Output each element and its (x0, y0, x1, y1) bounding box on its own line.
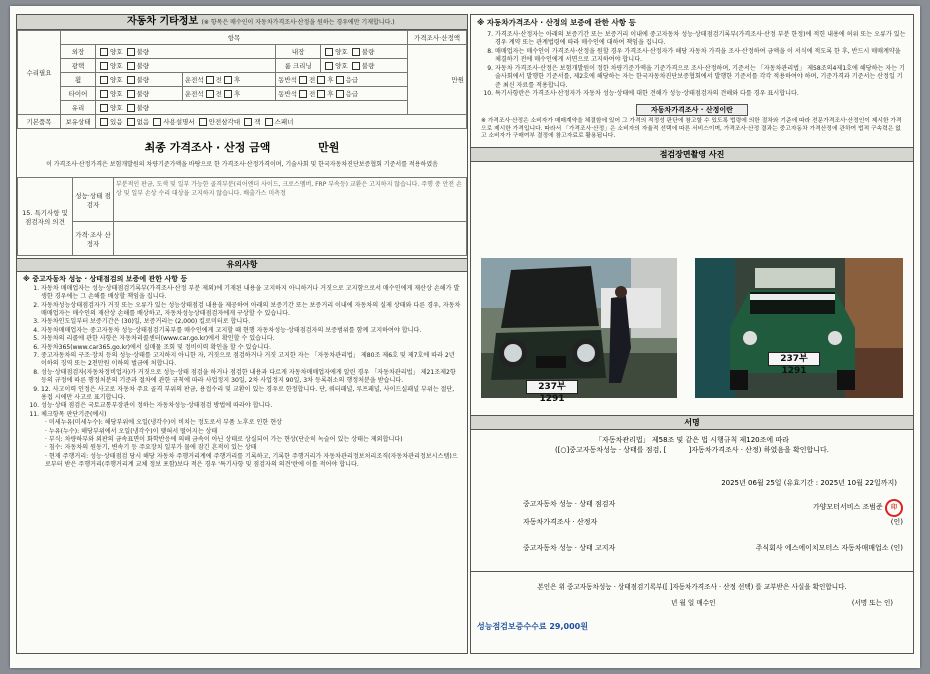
repair-label: 수리필요 (18, 31, 61, 115)
scope-title: 자동차가격조사 · 산정이란 (636, 104, 748, 116)
scope-text: ※ 가격조사·산정은 소비자가 매매계약을 체결함에 있어 그 가격의 적정성 판단에 참고할 수 있도록 법령에 의한 절차와 기준에 따라 전문가격조사·산정인이 제시한 가격으로 제시한 가격입니다. 따라서 「가격조사·산정」은 소비자의 자율적 선택에 따른 서비스이며, 가격조사·산정 결과는 중고자동차 가격산정에 관하여 법적 구속력은 없고 소비자가 구매여부 결정에 참고자료로 활용됩니다. (481, 117, 902, 140)
receipt-date: 년 월 일 매수인 (671, 599, 716, 607)
receipt-line: 본인은 위 중고자동차성능 · 상태점검기록부([ ]자동차가격조사 · 산정 선택) 를 교부받은 사실을 확인합니다. (537, 583, 847, 591)
photo-1-svg (481, 258, 677, 398)
sign-title: 서명 (471, 415, 913, 430)
row-basic: 기본품목 보유상태 있음 없음 사용설명서 안전삼각대 잭 스패너 (18, 115, 467, 129)
plate-2: 237부 1291 (768, 352, 820, 366)
row-exterior: 외장 양호 불량 내장 양호 불량 만원 (18, 45, 467, 59)
guarantee-head: ※ 자동차가격조사 · 산정의 보증에 관한 사항 등 (477, 18, 636, 27)
vehicle-other-info-header (17, 15, 467, 30)
final-note: 이 가격조사·산정가격은 보험개발원의 차량기준가액을 바탕으로 한 가격조사·산정가격이며, 기술사회 및 한국자동차진단보증협회 기준서를 적용하였음 (46, 161, 438, 168)
sign-row-notifier: 중고자동차 성능 · 상태 고지자 주식회사 에스에이치모터스 자동차매매업소 (인) (523, 544, 903, 552)
final-price: 최종 가격조사 · 산정 금액 만원 (144, 141, 340, 154)
receipt-sign: (서명 또는 인) (851, 599, 893, 607)
price-inspector: 가격·조사 산정자 (73, 222, 114, 256)
sign-dates: 2025년 06월 25일 (유효기간 : 2025년 10월 22일까지) (721, 479, 897, 487)
row-gloss: 광택 양호 불량 룸 크리닝 양호 불량 (18, 59, 467, 73)
sign-statement: 「자동차관리법」 제58조 및 같은 법 시행규칙 제120조에 따라 ([○]중고자동차성능 · 상태를 점검, [ ]자동차가격조사 · 산정) 하였음을 확인합니다. (471, 435, 913, 455)
caution-list: 1. 자동차 매매업자는 성능·상태점검기록부(가격조사·산정 부분 제외)에 기재된 내용을 고지하지 아니하거나 거짓으로 고지함으로서 매수인에게 재산상 손해가 발생한 경우에는 그 손해를 배상할 책임을 집니다. 2. 자동차성능상태점검자가 거짓 또는 오류가 있는 성능상태점검 내용을 제공하여 아래의 보증기간 또는 보증거리 이내에 자동차의 실제 상태와 다른 경우, 자동차매매업자는 매수인의 재산상 손해를 배상하고, 자동차성능상태점검자에게 구상할 수 있습니다. 3. 자동차인도일부터 보증기간은 (30)일, 보증거리는 (2,000) 킬로미터로 합니다. 4. 자동차매매업자는 중고자동차 성능·상태점검기록부를 매수인에게 고지할 때 현행 자동차성능·상태점검자의 보증범위를 함께 고지하여야 합니다. 5. 자동차의 리콜에 관한 사항은 자동차리콜센터(www.car.go.kr)에서 확인할 수 있습니다. 6. 자동차365(www.car365.go.kr)에서 실매물 조회 및 정비이력 확인을 할 수 있습니다. 7. 중고자동차의 구조·장치 등의 성능·상태를 고지하지 아니한 자, 거짓으로 점검하거나 거짓 고지한 자는 「자동차관리법」 제80조 제6호 및 제7호에 따라 2년 이하의 징역 또는 2천만원 이하의 벌금에 처합니다. 8. 성능·상태점검자(자동차정비업자)가 거짓으로 성능·상태 점검을 하거나 점검한 내용과 다르게 자동차매매업자에게 알린 경우 「자동차관리법」 제21조제2항 등의 규정에 따른 행정처분의 기준과 절차에 관한 규칙에 따라 사업정지 30일, 2차 사업정지 90일, 3차 등록취소의 행정처분을 받습니다. 9. 12. 사고이력 인정은 사고로 자동차 주요 골격 부위의 판금, 용접수리 및 교환이 있는 경우로 한정합니다. 단, 쿼터패널, 루프패널, 사이드실패널 부위는 절단, 용접 시에만 사고로 표기합니다. 10. 성능·상태 점검은 국토교통부장관이 정하는 자동차성능·상태점검 방법에 따라야 합니다. 11. 체크항목 판단기준(예시) (23, 285, 461, 420)
row-wheel: 휠 양호 불량 운전석 전 후 동반석 전 후 응급 (18, 73, 467, 87)
seal-stamp: 印 (885, 499, 903, 517)
inspection-photo-2 (695, 258, 903, 398)
caution-title: 유의사항 (17, 258, 467, 272)
check-notes: · 미세누유(미세누수): 해당부위에 오일(냉각수)이 비치는 정도로서 부품 노후로 인한 현상 · 누유(누수): 해당부위에서 오일(냉각수)이 맺혀서 떨어지는 상태 · 부식: 차량하부와 외판의 금속표면이 화학반응에 의해 금속이 아닌 상태로 상실되어 가는 현상(단순히 녹슬어 있는 상태는 제외합니다) · 침수: 자동차의 원동기, 변속기 등 주요장치 일부가 물에 잠긴 흔적이 있는 상태 · 현재 주행거리: 성능·상태점검 당시 해당 자동차 주행거리계에 주행거리를 기록하고, 기록한 주행거리가 자동차관리정보처리조직(자동차관리정보시스템)으로부터 받은 주행거리(주행거리계 교체 정보 포함)보다 적은 경우 '특기사항 및 점검자의 의견'란에 이를 적어야 합니다. (45, 419, 458, 469)
sign-rows (523, 499, 903, 561)
row-tire: 타이어 양호 불량 운전석 전 후 동반석 전 후 응급 (18, 87, 467, 101)
caution-body (17, 272, 467, 470)
row-glass: 유리 양호 불량 (18, 101, 467, 115)
right-panel (470, 14, 914, 654)
repair-table (17, 30, 467, 129)
price-unit: 만원 (408, 45, 467, 115)
col-item: 항목 (61, 31, 408, 45)
section-title: 자동차 기타정보 (127, 16, 199, 27)
photo-title: 점검장면촬영 사진 (471, 147, 913, 162)
sign-row-appraiser: 자동차가격조사 · 산정자 (인) (523, 518, 903, 526)
left-panel (16, 14, 468, 654)
caution-head: ※ 중고자동차 성능 · 상태점검의 보증에 관한 사항 등 (23, 275, 188, 284)
inspection-document (10, 6, 920, 668)
inspection-fee: 성능점검보증수수료 29,000원 (477, 622, 588, 631)
sign-row-inspector: 중고자동차 성능 · 상태 점검자 가양모터서비스 조범준 印 (523, 499, 903, 517)
guarantee-list: 7. 가격조사·산정자는 아래의 보증기간 또는 보증거리 이내에 중고자동차 성능·상태점검기록부(가격조사·산정 부분 한정)에 적힌 내용에 허위 또는 오류가 있는 경우 계약 또는 관계법령에 따라 매수인에 대하여 책임을 집니다. 8. 매매업자는 매수인이 가격조사·산정을 원할 경우 가격조사·산정자가 해당 자동차 가격을 조사·산정하여 금액을 이 서식에 적도록 한 후, 반드시 매매계약을 체결하기 전에 매수인에게 서면으로 고지하여야 합니다. 9. 자동차 가격조사·산정은 보험개발원이 정한 차량기준가액을 기준가격으로 조사·산정하며, 기준서는 「자동차관리법」 제58조의4제1호에 해당하는 자는 기술사회에서 발행한 기준서를, 제2호에 해당하는 자는 한국자동차진단보증협회에서 발행한 기준서를 각각 적용하여야 하며, 기준가격과 기준서는 산정일 기준 최신 자료를 적용합니다. 10. 특기사항란은 가격조사·산정자가 자동차 성능·상태에 대한 견해가 성능·상태점검자의 견해와 다를 경우 표시합니다. (477, 31, 907, 99)
photo-2-svg (695, 258, 903, 398)
special-inspector: 성능·상태 점검자 (73, 178, 114, 222)
inspection-photo-1 (481, 258, 677, 404)
special-label: 15. 특기사항 및 점검자의 의견 (18, 178, 73, 256)
col-price: 가격조사·산정액 (408, 31, 467, 45)
guarantee-section (471, 15, 913, 102)
title-note: (※ 항목은 매수인이 자동차가격조사·산정을 원하는 경우에만 기재합니다.) (201, 19, 395, 26)
sign-line-1: 「자동차관리법」 제58조 및 같은 법 시행규칙 제120조에 따라 (595, 436, 789, 444)
plate-1: 237부 1291 (526, 380, 578, 394)
special-table (17, 177, 467, 256)
special-text: 부분적인 판금, 도색 및 일부 가능한 골격부분(리어엔더 사이드, 크로스멤버, FRP 부속등) 교환은 고지하지 않습니다. 주행 중 안전 손상 및 일부 손상 수리 대상을 고지하지 않습니다. 배출가스 미측정 (114, 178, 467, 222)
